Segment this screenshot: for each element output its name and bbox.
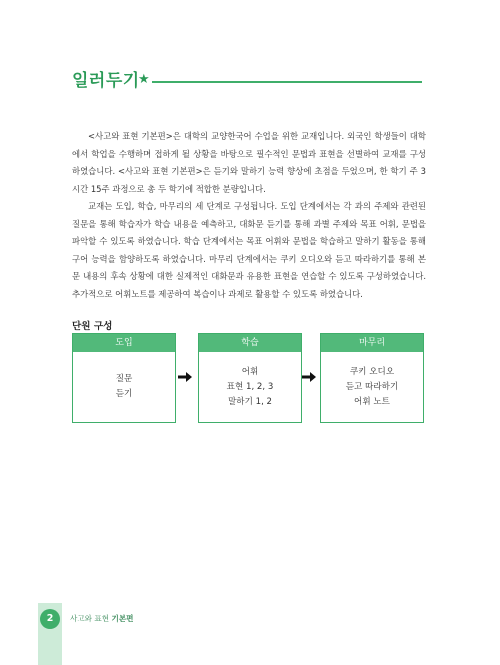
stage-items: [321, 352, 423, 422]
stage-title: 학습: [199, 334, 301, 352]
stage-items: [73, 352, 175, 422]
stage-box-intro: [72, 333, 176, 423]
stage-item: 듣고 따라하기: [345, 381, 399, 392]
stage-item: 질문: [115, 374, 133, 384]
stage-title: 마무리: [321, 334, 423, 352]
structure-paragraph: 교재는 도입, 학습, 마무리의 세 단계로 구성됩니다. 도입 단계에서는 각 과의 주제와 관련된 질문을 통해 학습자가 학습 내용을 예측하고, 대화문 듣기를 통해 과별 주제와 목표 어휘, 문법을 파악할 수 있도록 하였습니다. 학습 단계에서는 목표 어휘와 문법을 학습하고 말하기 활동을 통해 구어 능력을 함양하도록 하였습니다. 마무리 단계에서는 쿠키 오디오와 듣고 따라하기를 통해 본문 내용의 후속 상황에 대한 실제적인 대화문과 유용한 표현을 연습할 수 있도록 구성하였습니다. 추가적으로 어휘노트를 제공하여 복습이나 과제로 활용할 수 있도록 하였습니다.: [72, 201, 426, 299]
stage-items: [199, 352, 301, 422]
stage-item: 표현 1, 2, 3: [226, 381, 274, 392]
stage-item: 어휘 노트: [354, 396, 390, 407]
book-edition: 기본편: [111, 614, 134, 623]
unit-structure-label: 단원 구성: [72, 321, 113, 332]
stage-title: 도입: [73, 334, 175, 352]
star-icon: ★: [138, 72, 150, 87]
stage-box-learning: [198, 333, 302, 423]
book-title: 사고와 표현: [70, 614, 112, 623]
stage-box-wrapup: [320, 333, 424, 423]
page-title: 일러두기: [72, 71, 140, 91]
stage-item: 말하기 1, 2: [227, 396, 273, 407]
intro-paragraph: <사고와 표현 기본편>은 대학의 교양한국어 수업을 위한 교재입니다. 외국인 학생들이 대학에서 학업을 수행하며 접하게 될 상황을 바탕으로 필수적인 문법과 표현을 선별하여 교재를 구성하였습니다. <사고와 표현 기본편>은 듣기와 말하기 능력 향상에 초점을 두었으며, 한 학기 주 3시간 15주 과정으로 총 두 학기에 적합한 분량입니다.: [72, 131, 426, 194]
title-rule: [152, 81, 422, 83]
stage-item: 듣기: [115, 389, 133, 399]
arrow-right-icon: [178, 372, 192, 382]
stage-item: 어휘: [241, 366, 259, 377]
arrow-right-icon: [302, 372, 316, 382]
running-footer: [70, 613, 134, 624]
stage-item: 쿠키 오디오: [349, 366, 395, 377]
page-number: 2: [40, 609, 60, 629]
